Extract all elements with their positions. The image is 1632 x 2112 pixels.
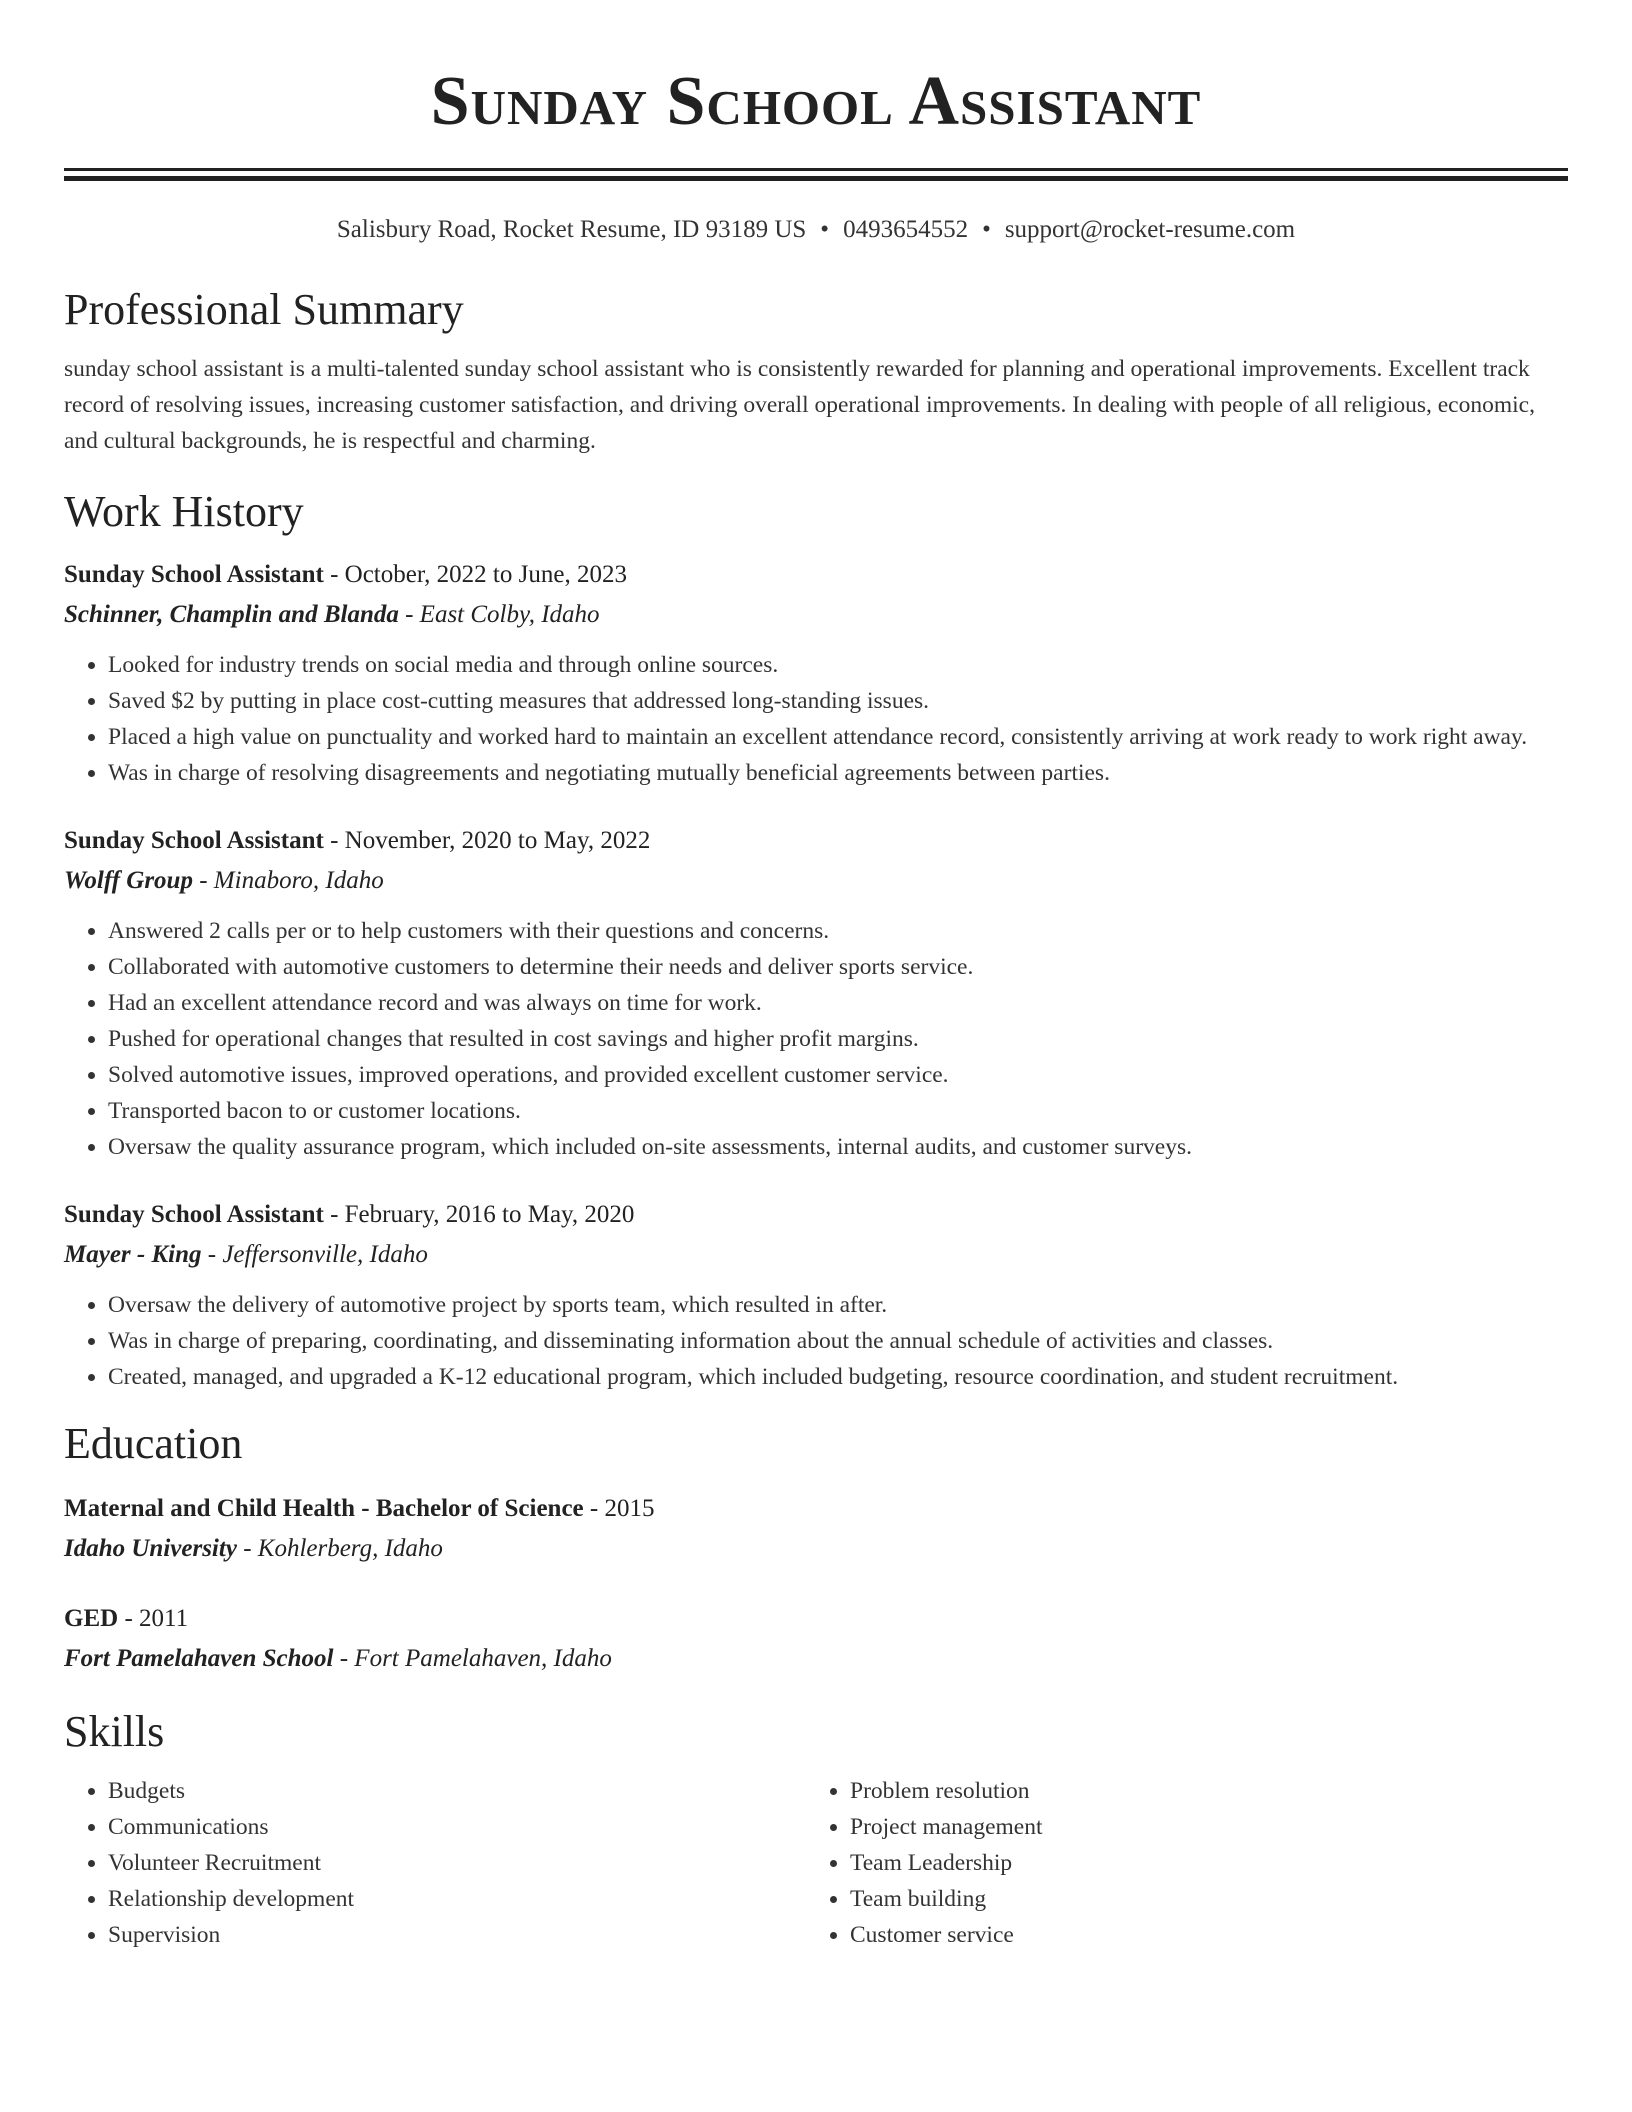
skills-list	[64, 1773, 1568, 1953]
education-entry	[64, 1599, 1568, 1679]
job-employer	[64, 1235, 1568, 1275]
job-bullet: • Transported bacon to or customer locations.	[108, 1093, 1568, 1129]
skill-item: • Relationship development	[108, 1881, 806, 1917]
education-school: Fort Pamelahaven School	[64, 1645, 334, 1672]
skill-item: • Project management	[850, 1809, 1548, 1845]
skill-item: • Customer service	[850, 1917, 1548, 1953]
education-location: - Kohlerberg, Idaho	[236, 1535, 443, 1562]
job-entry	[64, 555, 1568, 791]
job-bullets	[64, 913, 1568, 1165]
education-institution	[64, 1529, 1568, 1569]
job-heading	[64, 821, 1568, 861]
job-location: - East Colby, Idaho	[398, 601, 600, 628]
summary-text: sunday school assistant is a multi-talented sunday school assistant who is consistently rewarded for planning and operational improvements. Excellent track record of resolving issues, increasing customer satisfaction, and driving overall operational improvements. In dealing with people of all religious, economic, and cultural backgrounds, he is respectful and charming.	[64, 356, 1535, 454]
section-title-work-history: Work History	[64, 487, 304, 536]
contact-separator: •	[820, 216, 830, 243]
section-title-education: Education	[64, 1419, 243, 1468]
job-employer	[64, 861, 1568, 901]
job-location: - Jeffersonville, Idaho	[201, 1241, 428, 1268]
education-school: Idaho University	[64, 1535, 237, 1562]
job-bullet: • Had an excellent attendance record and was always on time for work.	[108, 985, 1568, 1021]
education-year: - 2015	[583, 1495, 655, 1522]
job-bullet: • Collaborated with automotive customers to determine their needs and deliver sports service.	[108, 949, 1568, 985]
job-heading	[64, 555, 1568, 595]
education-entry	[64, 1489, 1568, 1569]
skill-item: • Team Leadership	[850, 1845, 1548, 1881]
skill-item: • Communications	[108, 1809, 806, 1845]
job-bullet: • Created, managed, and upgraded a K-12 educational program, which included budgeting, resource coordination, and student recruitment.	[108, 1359, 1568, 1395]
job-dates: - October, 2022 to June, 2023	[323, 561, 627, 588]
job-entry	[64, 821, 1568, 1165]
skills-column-right	[806, 1773, 1548, 1953]
job-bullet: • Pushed for operational changes that resulted in cost savings and higher profit margins.	[108, 1021, 1568, 1057]
job-bullet: • Looked for industry trends on social media and through online sources.	[108, 647, 1568, 683]
contact-line	[64, 215, 1568, 245]
skills-column-left	[64, 1773, 806, 1953]
job-role: Sunday School Assistant	[64, 561, 324, 588]
job-employer	[64, 595, 1568, 635]
section-title-skills: Skills	[64, 1707, 165, 1756]
contact-email: support@rocket-resume.com	[1004, 216, 1296, 243]
job-company: Schinner, Champlin and Blanda	[64, 601, 399, 628]
skill-item: • Problem resolution	[850, 1773, 1548, 1809]
header-rule-top	[64, 168, 1568, 171]
job-company: Mayer - King	[64, 1241, 202, 1268]
job-bullet: • Was in charge of preparing, coordinating, and disseminating information about the annual schedule of activities and classes.	[108, 1323, 1568, 1359]
job-bullet: • Answered 2 calls per or to help customers with their questions and concerns.	[108, 913, 1568, 949]
candidate-name: Sunday School Assistant	[430, 63, 1202, 140]
job-dates: - February, 2016 to May, 2020	[323, 1201, 635, 1228]
job-company: Wolff Group	[64, 867, 193, 894]
contact-separator: •	[982, 216, 991, 243]
job-location: - Minaboro, Idaho	[192, 867, 384, 894]
job-role: Sunday School Assistant	[64, 1201, 324, 1228]
job-bullet: • Oversaw the quality assurance program, which included on-site assessments, internal audits, and customer surveys.	[108, 1129, 1568, 1165]
job-bullet: • Oversaw the delivery of automotive project by sports team, which resulted in after.	[108, 1287, 1568, 1323]
job-bullet: • Saved $2 by putting in place cost-cutting measures that addressed long-standing issues.	[108, 683, 1568, 719]
job-bullets	[64, 1287, 1568, 1395]
job-bullet: • Placed a high value on punctuality and worked hard to maintain an excellent attendance record, consistently arriving at work ready to work right away.	[108, 719, 1568, 755]
job-heading	[64, 1195, 1568, 1235]
education-year: - 2011	[118, 1605, 189, 1632]
job-bullets	[64, 647, 1568, 791]
header-rule-bottom	[64, 176, 1568, 181]
education-degree: GED	[64, 1605, 119, 1632]
skill-item: • Volunteer Recruitment	[108, 1845, 806, 1881]
job-bullet: • Was in charge of resolving disagreements and negotiating mutually beneficial agreements between parties.	[108, 755, 1568, 791]
section-title-summary: Professional Summary	[64, 285, 464, 334]
skill-item: • Team building	[850, 1881, 1548, 1917]
job-bullet: • Solved automotive issues, improved operations, and provided excellent customer service.	[108, 1057, 1568, 1093]
education-degree: Maternal and Child Health - Bachelor of Science	[64, 1495, 584, 1522]
resume-page	[64, 0, 1568, 1953]
contact-address: Salisbury Road, Rocket Resume, ID 93189 US	[336, 216, 807, 243]
job-entry	[64, 1195, 1568, 1395]
skill-item: • Budgets	[108, 1773, 806, 1809]
education-location: - Fort Pamelahaven, Idaho	[333, 1645, 612, 1672]
education-heading	[64, 1489, 1568, 1529]
job-role: Sunday School Assistant	[64, 827, 324, 854]
contact-phone: 0493654552	[843, 216, 969, 243]
job-dates: - November, 2020 to May, 2022	[323, 827, 651, 854]
education-heading	[64, 1599, 1568, 1639]
education-institution	[64, 1639, 1568, 1679]
skill-item: • Supervision	[108, 1917, 806, 1953]
